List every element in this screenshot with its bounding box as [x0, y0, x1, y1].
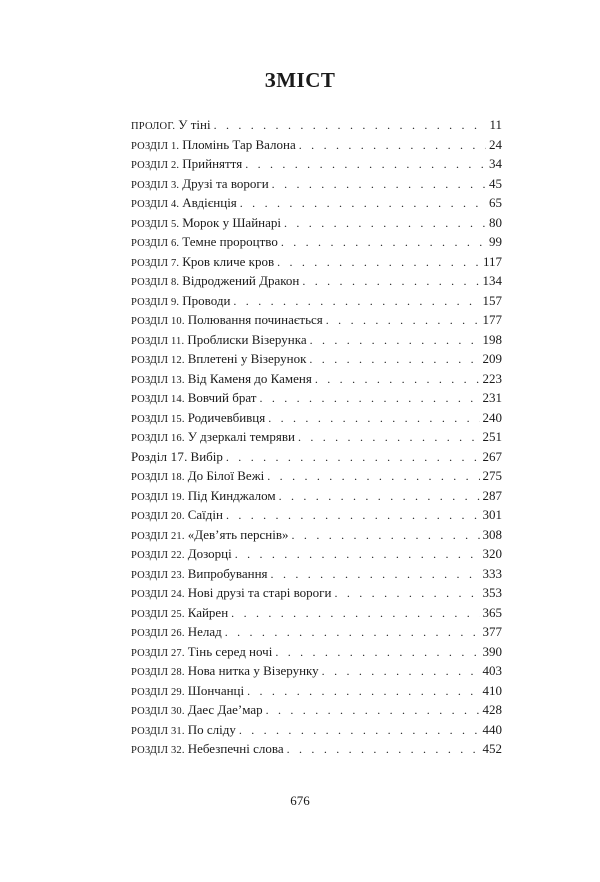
toc-entry	[131, 739, 502, 759]
toc-entry	[131, 427, 502, 447]
toc-entry	[131, 213, 502, 233]
chapter-title: У дзеркалі темряви	[187, 429, 295, 444]
chapter-prefix: РОЗДІЛ 8.	[131, 277, 180, 288]
chapter-page: 209	[482, 351, 502, 366]
chapter-page: 198	[482, 331, 502, 347]
chapter-page: 390	[482, 643, 502, 659]
dot-leader	[245, 155, 486, 175]
chapter-prefix: РОЗДІЛ 24.	[131, 589, 185, 600]
chapter-page: 353	[482, 585, 502, 600]
chapter-prefix: РОЗДІЛ 19.	[131, 491, 185, 503]
chapter-title: Нелад	[187, 624, 222, 639]
dot-leader	[292, 526, 480, 546]
chapter-prefix: РОЗДІЛ 2.	[131, 160, 180, 171]
chapter-title: Від Каменя до Каменя	[187, 370, 312, 386]
chapter-prefix: РОЗДІЛ 3.	[131, 179, 180, 191]
toc-entry	[131, 583, 502, 603]
toc-entry	[131, 388, 502, 408]
chapter-page: 134	[482, 273, 502, 288]
toc-entry	[131, 603, 502, 623]
dot-leader	[268, 409, 479, 429]
chapter-title: Тінь серед ночі	[187, 643, 273, 659]
chapter-page: 275	[482, 468, 502, 483]
chapter-prefix: РОЗДІЛ 10.	[131, 316, 185, 327]
chapter-prefix: РОЗДІЛ 11.	[131, 335, 185, 347]
chapter-page: 24	[489, 136, 502, 152]
chapter-title: Випробування	[187, 565, 268, 581]
chapter-page: 287	[482, 487, 502, 503]
toc-entry	[131, 700, 502, 720]
chapter-prefix: РОЗДІЛ 26.	[131, 628, 185, 639]
dot-leader	[326, 311, 480, 331]
toc-entry	[131, 505, 502, 525]
toc-entry	[131, 486, 502, 506]
chapter-page: 80	[489, 214, 502, 230]
chapter-title: Нові друзі та старі вороги	[187, 585, 332, 600]
toc-entry	[131, 369, 502, 389]
chapter-page: 267	[482, 448, 502, 464]
dot-leader	[231, 604, 479, 624]
chapter-page: 403	[482, 663, 502, 678]
chapter-title: Саїдін	[187, 507, 223, 522]
chapter-page: 452	[482, 741, 502, 756]
chapter-title: Даес Дае’мар	[187, 702, 263, 717]
chapter-prefix: РОЗДІЛ 28.	[131, 667, 185, 678]
chapter-title: Під Кинджалом	[187, 487, 276, 503]
toc-entry	[131, 135, 502, 155]
chapter-title: По сліду	[187, 721, 236, 737]
chapter-title: Пломінь Тар Валона	[182, 136, 296, 152]
chapter-title: Вовчий брат	[187, 390, 257, 405]
chapter-title: Вибір	[190, 448, 223, 464]
chapter-prefix: РОЗДІЛ 20.	[131, 511, 185, 522]
chapter-page: 177	[482, 312, 502, 327]
chapter-page: 320	[482, 546, 502, 561]
toc-entry	[131, 271, 502, 291]
chapter-page: 34	[489, 156, 502, 171]
chapter-page: 240	[482, 409, 502, 425]
dot-leader	[271, 565, 480, 585]
chapter-prefix: РОЗДІЛ 29.	[131, 686, 185, 698]
chapter-title: До Білої Вежі	[187, 468, 265, 483]
toc-entry	[131, 349, 502, 369]
chapter-prefix: РОЗДІЛ 25.	[131, 608, 185, 620]
dot-leader	[277, 253, 480, 273]
toc-entry	[131, 466, 502, 486]
chapter-page: 65	[489, 195, 502, 210]
chapter-prefix: РОЗДІЛ 7.	[131, 257, 180, 269]
chapter-page: 377	[482, 624, 502, 639]
toc-entry	[131, 193, 502, 213]
dot-leader	[240, 194, 486, 214]
toc-entry	[131, 642, 502, 662]
chapter-title: Полювання починається	[187, 312, 323, 327]
chapter-page: 365	[482, 604, 502, 620]
toc-entry	[131, 291, 502, 311]
toc-entry	[131, 310, 502, 330]
chapter-page: 301	[482, 507, 502, 522]
chapter-prefix: РОЗДІЛ 30.	[131, 706, 185, 717]
chapter-title: Прийняття	[182, 156, 243, 171]
chapter-prefix: РОЗДІЛ 6.	[131, 238, 180, 249]
chapter-title: Темне пророцтво	[182, 234, 278, 249]
dot-leader	[267, 467, 479, 487]
chapter-title: Авдієнція	[182, 195, 237, 210]
chapter-page: 99	[489, 234, 502, 249]
toc-entry	[131, 564, 502, 584]
chapter-prefix: РОЗДІЛ 13.	[131, 374, 185, 386]
chapter-prefix: РОЗДІЛ 5.	[131, 218, 180, 230]
chapter-page: 428	[482, 702, 502, 717]
toc-entry	[131, 622, 502, 642]
chapter-prefix: РОЗДІЛ 27.	[131, 647, 185, 659]
chapter-page: 251	[482, 429, 502, 444]
dot-leader	[287, 740, 480, 760]
dot-leader	[233, 292, 479, 312]
chapter-prefix: РОЗДІЛ 32.	[131, 745, 185, 756]
chapter-prefix: ПРОЛОГ.	[131, 121, 176, 132]
dot-leader	[299, 136, 486, 156]
toc-entry	[131, 681, 502, 701]
dot-leader	[275, 643, 479, 663]
toc-entry	[131, 525, 502, 545]
dot-leader	[322, 662, 480, 682]
chapter-page: 117	[482, 253, 502, 269]
dot-leader	[239, 721, 480, 741]
chapter-prefix: РОЗДІЛ 15.	[131, 413, 185, 425]
chapter-page: 45	[489, 175, 502, 191]
toc-entry	[131, 544, 502, 564]
chapter-title: Друзі та вороги	[182, 175, 269, 191]
toc-entry	[131, 447, 502, 467]
dot-leader	[214, 116, 487, 136]
chapter-prefix: РОЗДІЛ 31.	[131, 725, 185, 737]
chapter-title: У тіні	[178, 117, 211, 132]
chapter-page: 410	[482, 682, 502, 698]
chapter-title: Родичевбивця	[187, 409, 266, 425]
chapter-prefix: РОЗДІЛ 1.	[131, 140, 180, 152]
chapter-page: 440	[482, 721, 502, 737]
chapter-title: Вплетені у Візерунок	[187, 351, 307, 366]
toc-entry	[131, 330, 502, 350]
toc-entry	[131, 115, 502, 135]
chapter-page: 308	[482, 526, 502, 542]
chapter-page: 11	[489, 117, 502, 132]
chapter-title: Проводи	[182, 292, 231, 308]
chapter-prefix: РОЗДІЛ 18.	[131, 472, 185, 483]
toc-entry	[131, 252, 502, 272]
chapter-page: 231	[482, 390, 502, 405]
chapter-prefix: РОЗДІЛ 22.	[131, 550, 185, 561]
dot-leader	[279, 487, 480, 507]
chapter-title: Небезпечні слова	[187, 741, 284, 756]
dot-leader	[281, 233, 486, 253]
chapter-title: Відроджений Дракон	[182, 273, 300, 288]
toc-entry	[131, 720, 502, 740]
chapter-prefix: РОЗДІЛ 23.	[131, 569, 185, 581]
dot-leader	[310, 331, 480, 351]
dot-leader	[266, 701, 480, 721]
chapter-title: Шончанці	[187, 682, 245, 698]
chapter-prefix: РОЗДІЛ 4.	[131, 199, 180, 210]
dot-leader	[302, 272, 479, 292]
dot-leader	[235, 545, 480, 565]
chapter-prefix: РОЗДІЛ 14.	[131, 394, 185, 405]
page-title: ЗМІСТ	[264, 68, 336, 92]
table-of-contents	[131, 115, 502, 759]
chapter-title: «Дев’ять перснів»	[187, 526, 289, 542]
dot-leader	[259, 389, 479, 409]
chapter-prefix: РОЗДІЛ 9.	[131, 296, 180, 308]
chapter-page: 157	[482, 292, 502, 308]
chapter-prefix: РОЗДІЛ 12.	[131, 355, 185, 366]
chapter-title: Морок у Шайнарі	[182, 214, 281, 230]
chapter-title: Дозорці	[187, 546, 232, 561]
chapter-prefix: Розділ 17.	[131, 448, 188, 464]
chapter-page: 333	[482, 565, 502, 581]
toc-entry	[131, 408, 502, 428]
dot-leader	[226, 448, 480, 468]
dot-leader	[272, 175, 486, 195]
dot-leader	[284, 214, 486, 234]
toc-entry	[131, 154, 502, 174]
toc-entry	[131, 232, 502, 252]
dot-leader	[315, 370, 480, 390]
chapter-title: Кров кличе кров	[182, 253, 275, 269]
chapter-title: Проблиски Візерунка	[187, 331, 307, 347]
toc-entry	[131, 174, 502, 194]
toc-entry	[131, 661, 502, 681]
dot-leader	[247, 682, 479, 702]
chapter-title: Нова нитка у Візерунку	[187, 663, 319, 678]
chapter-title: Кайрен	[187, 604, 229, 620]
chapter-page: 223	[482, 370, 502, 386]
dot-leader	[298, 428, 480, 448]
dot-leader	[225, 623, 480, 643]
dot-leader	[334, 584, 479, 604]
chapter-prefix: РОЗДІЛ 21.	[131, 530, 185, 542]
page-number: 676	[290, 793, 310, 808]
dot-leader	[309, 350, 479, 370]
chapter-prefix: РОЗДІЛ 16.	[131, 433, 185, 444]
dot-leader	[226, 506, 480, 526]
